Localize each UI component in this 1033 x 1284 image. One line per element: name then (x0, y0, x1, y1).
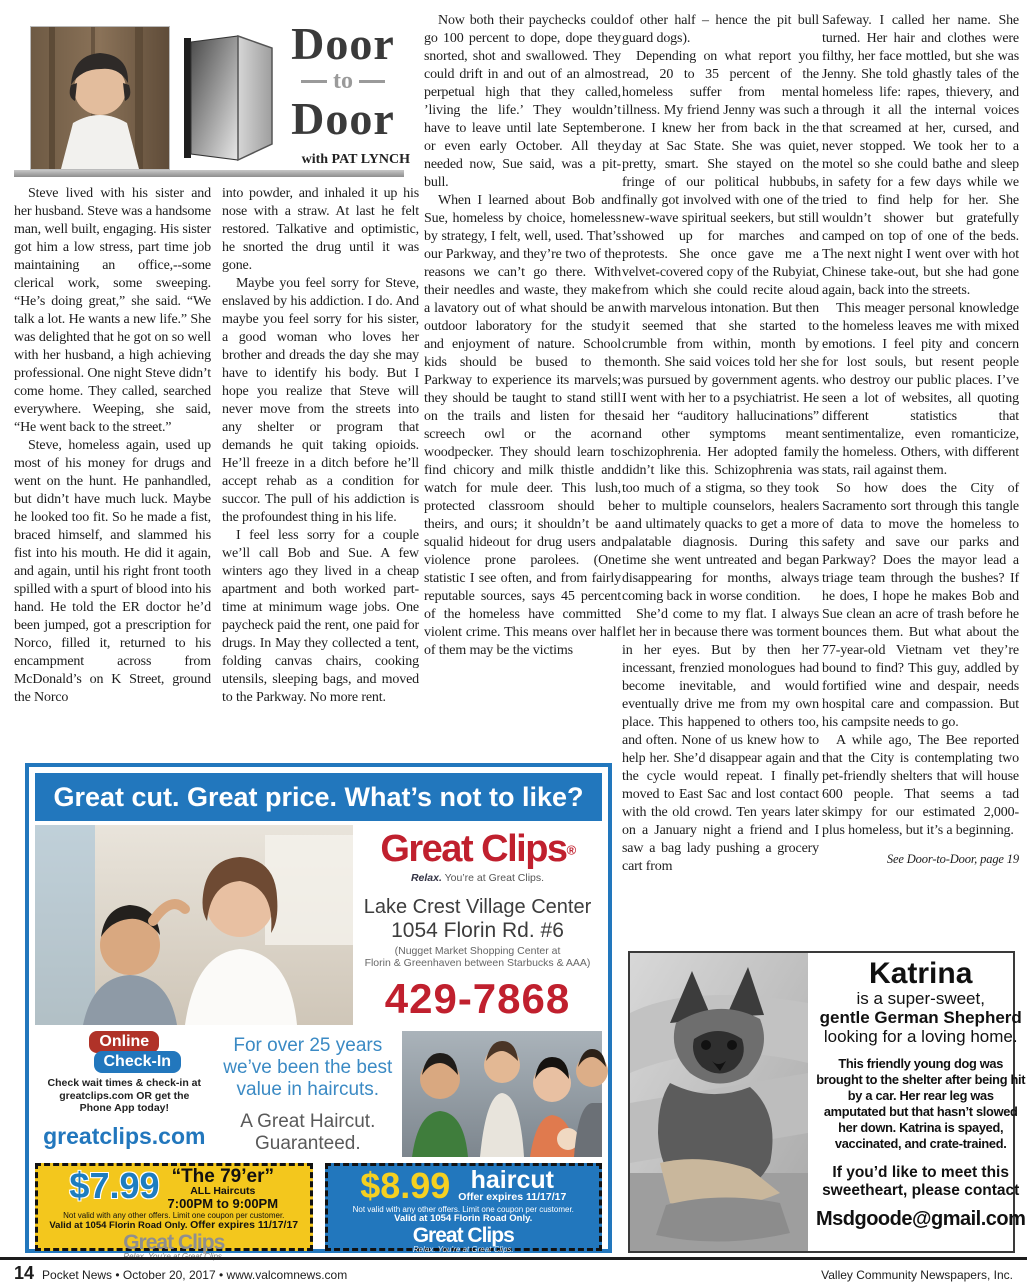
family-photo (402, 1031, 602, 1157)
ad-address-note: (Nugget Market Shopping Center at Florin & Greenhaven between Starbucks & AAA) (364, 944, 591, 969)
title-word-door-top: Door (291, 18, 395, 69)
pet-intro-line2: gentle German Shepherd (819, 1008, 1022, 1027)
pet-contact-cta: If you’d like to meet this sweetheart, please contact (822, 1164, 1020, 1199)
salon-photo (35, 825, 353, 1025)
pet-name: Katrina (869, 957, 973, 990)
pet-description: This friendly young dog was brought to the shelter after being hit by a car. Her rear leg was amputated but that hasn’t slowed her down. Katrina is spayed, vaccinated, and crate-trained. (816, 1056, 1026, 1151)
coupon-899-terms: Not valid with any other offers. Limit one coupon per customer. (352, 1205, 574, 1214)
title-word-door-bottom: Door (291, 93, 395, 144)
checkin-badge: Check-In (94, 1051, 182, 1073)
article-paragraph-continued: into powder, and inhaled it up his nose with a straw. At last he felt restored. Talkative and optimistic, he snorted the drug until it was gone. (222, 186, 419, 273)
continuation-note: See Door-to-Door, page 19 (886, 852, 1019, 866)
coupon-799-price: $7.99 (69, 1165, 160, 1206)
article-paragraph: Depending on what report you read, 20 to 35 percent of the homeless suffer from mental illness. My friend Jenny was such a one. I knew her from back in the day at Sac State. She was quiet, pretty, smart. She stayed on the fringe of our political hubbubs, finally got involved with one of the new-wave spiritual seekers, but still showed up for marches and protests. She once gave me a velvet-covered copy of the Rubyiat, from which she could recite aloud with marvelous intonation. But then it seemed that she started to crumble from within, month by month. She said voices told her she was pursued by government agents. I went with her to a psychiatrist. He said her “auditory hallucinations” and other symptoms meant schizophrenia. Her adopted family didn’t like this. Schizophrenia was too much of a stigma, so they took her to multiple counselors, healers and ultimately quacks to get a more palatable diagnosis. During this time she went untreated and began disappearing for months, always coming back in worse condition. (622, 49, 819, 604)
coupon-899-expiry: Offer expires 11/17/17 (458, 1191, 567, 1203)
coupon-799-scope: ALL Haircuts (190, 1185, 256, 1197)
coupon-799-terms: Not valid with any other offers. Limit one coupon per customer. (63, 1211, 285, 1220)
great-clips-tagline: Relax. You’re at Great Clips. (410, 871, 545, 884)
pet-contact-email: Msdgoode@gmail.com (816, 1208, 1026, 1230)
great-clips-ad (25, 763, 612, 1253)
checkin-instructions: Check wait times & check-in at greatclips.com OR get the Phone App today! (47, 1077, 202, 1114)
coupon-899-name: haircut (470, 1166, 554, 1194)
article-column-4 (622, 12, 819, 942)
author-photo-image (31, 27, 169, 169)
coupon-899-logo: Great Clips (412, 1224, 514, 1247)
dog-photo (630, 953, 808, 1251)
katrina-adoption-ad (628, 951, 1026, 1253)
pet-intro-line1: is a super-sweet, (856, 989, 985, 1008)
title-word-to: to (333, 68, 353, 94)
article-paragraph: When I learned about Bob and Sue, homeless by choice, homeless by strategy, I felt, well, used. That’s our Parkway, and they’re two of the reasons we can’t go there. With their needles and waste, they make a lavatory out of what should be an outdoor laboratory for the study and enjoyment of nature. School kids should be bused to the Parkway to experience its marvels; they should be taught to stand still on the trails and listen for the screech owl or the acorn woodpecker. They should learn to find chicory and milk thistle and watch for mule deer. This lush, protected classroom should be theirs, and ours; it shouldn’t be a squalid hideout for drug users and violence prone parolees. (One statistic I see often, and from fairly reputable sources, says 45 percent of the homeless have committed violent crime. This means over half of them may be the victims (424, 193, 621, 658)
ad-street-address: 1054 Florin Rd. #6 (391, 918, 564, 942)
coupon-799-validity: Valid at 1054 Florin Road Only. Offer expires 11/17/17 (49, 1219, 299, 1231)
title-dash-right (359, 80, 385, 83)
coupon-799-hours: 7:00PM to 9:00PM (167, 1196, 279, 1211)
door-to-door-logo-icon (182, 32, 274, 164)
article-paragraph: Now both their paychecks could go 100 percent to dope, dope they snorted, shot and swallowed. They could drift in and out of an almost perpetual high that they called, ’living the life.’ They wouldn’t have to leave until late September or even early October. All they needed now, Sue said, was a pit-bull. (424, 13, 621, 190)
article-paragraph: A while ago, The Bee reported that the City is contemplating two pet-friendly shelters that will house 600 people. That seems a tad skimpy for our estimated 2,000-plus homeless, but it’s a beginning. (822, 733, 1019, 838)
byline: with PAT LYNCH (301, 152, 410, 167)
great-clips-logo-text: Great Clips (380, 828, 567, 870)
article-paragraph: So how does the City of Sacramento sort through this tangle of data to move the homeless to safety and save our parks and Parkway? Does the mayor lead a triage team through the bushes? If he does, I hope he makes Bob and Sue clean an acre of trash before he bounces them. But what about the 77-year-old Vietnam vet they’re bound to find? This guy, addled by fortified wine and despair, needs hospital care and compassion. But his campsite needs to go. (822, 481, 1019, 730)
article-paragraph: Steve, homeless again, used up most of his money for drugs and went on the hunt. He panhandled, but didn’t have much luck. Maybe he looked too fit. So he made a fist, braced himself, and slammed his fist into his mouth. He did it again, and again, until his right front tooth spilled with a spurt of blood into his hand. He told the ER doctor he’d been jumped, got a prescription for Norco, filled it, returned to his encampment across from McDonald’s on K Street, ground the Norco (14, 438, 211, 705)
registered-mark: ® (566, 842, 575, 858)
article-column-1 (14, 185, 211, 737)
article-paragraph: This meager personal knowledge the homeless leaves me with mixed emotions. I feel pity and concern for lost souls, but resent people who destroy our public places. I’ve seen a lot of websites, all quoting different statistics that sentimentalize, even romanticize, the homeless. Others, with different stats, rail against them. (822, 301, 1019, 478)
masthead (14, 12, 410, 170)
article-paragraph: She’d come to my flat. I always let her in because there was torment in her eyes. But by then her incessant, frenzied monologues had become inevitable, and would eventually drive me from my own place. This happened to others too, and often. None of us knew how to help her. She’d disappear again and the cycle would repeat. I finally moved to East Sac and lost contact with the old crowd. Ten years later on a January night a friend and I saw a bag lady pushing a grocery cart from (622, 607, 819, 874)
article-column-5 (822, 12, 1019, 942)
coupon-899-validity: Valid at 1054 Florin Road Only. (394, 1213, 533, 1224)
ad-location-name: Lake Crest Village Center (363, 895, 592, 918)
pet-intro-line3: looking for a loving home. (823, 1027, 1018, 1046)
author-photo (30, 26, 170, 170)
masthead-divider (14, 170, 404, 177)
value-statement: For over 25 years we’ve been the best value in haircuts. (223, 1035, 393, 1100)
coupon-799-name: “The 79’er” (171, 1166, 274, 1187)
guarantee-statement: A Great Haircut. Guaranteed. (240, 1111, 376, 1154)
article-paragraph: I feel less sorry for a couple we’ll call Bob and Sue. A few winters ago they lived in a cheap apartment and both worked part-time at minimum wage jobs. One paycheck paid the rent, one paid for drugs. In May they collected a tent, folding canvas chairs, cooking utensils, sleeping bags, and moved to the Parkway. No more rent. (222, 528, 419, 705)
great-clips-logo (353, 829, 602, 871)
coupon-799 (35, 1163, 313, 1254)
article-paragraph-continued: Safeway. I called her name. She turned. Her hair and clothes were filthy, her face mottled, but she was Jenny. She told ghastly tales of the homeless life: rapes, thievery, and through it all the internal voices that screamed at her, cursed, and never stopped. We took her to a motel so she could bathe and sleep in safety for a few days while we tried to find help for her. She wouldn’t shower but gratefully camped on top of one of the beds. The next night I went over with hot Chinese take-out, but she had gone again, back into the streets. (822, 13, 1019, 298)
ad-website: greatclips.com (43, 1122, 206, 1149)
great-clips-headline: Great cut. Great price. What’s not to like? (35, 773, 602, 821)
coupon-899 (325, 1163, 603, 1254)
page-number: 14 (14, 1263, 35, 1283)
footer-publication-info: Pocket News • October 20, 2017 • www.valcomnews.com (42, 1268, 348, 1282)
coupon-799-logo: Great Clips (123, 1231, 225, 1254)
coupon-899-tagline: Relax. You’re at Great Clips. (412, 1245, 514, 1254)
article-paragraph-continued: of other half – hence the pit bull guard dogs). (622, 13, 819, 46)
online-badge: Online (89, 1031, 159, 1053)
footer-publisher: Valley Community Newspapers, Inc. (821, 1268, 1013, 1282)
article-column-2 (222, 185, 419, 737)
coupon-799-expiry: Offer expires 11/17/17 (190, 1219, 299, 1231)
footer-divider (0, 1257, 1027, 1260)
article-column-3 (424, 12, 621, 738)
article-paragraph: Maybe you feel sorry for Steve, enslaved by his addiction. I do. And maybe you feel sorry for his sister, a good woman who loves her brother and dreads the day she may have to identify his body. But I hope you realize that Steve will never move from the streets into any shelter or program that demands he quit taking opioids. He’ll freeze in a ditch before he’ll accept rehab as a condition for succor. The pull of his addiction is the profoundest thing in his life. (222, 276, 419, 525)
article-paragraph: Steve lived with his sister and her husband. Steve was a handsome man, well built, engaging. His sister got him a low stress, part time job maintaining an office,--some clerical work, some sweeping. “He’s doing great,” she said. “We talk a lot. He wants a new life.” She was delighted that he got on so well with her husband, a high achieving professional. One night Steve didn’t come home. They called, searched everywhere. Weeping, she said, “He went back to the street.” (14, 186, 211, 435)
ad-phone-number: 429-7868 (384, 974, 571, 1022)
coupon-899-price: $8.99 (360, 1165, 451, 1206)
page-footer (14, 1263, 1013, 1284)
title-dash-left (301, 80, 327, 83)
column-title (276, 18, 410, 144)
